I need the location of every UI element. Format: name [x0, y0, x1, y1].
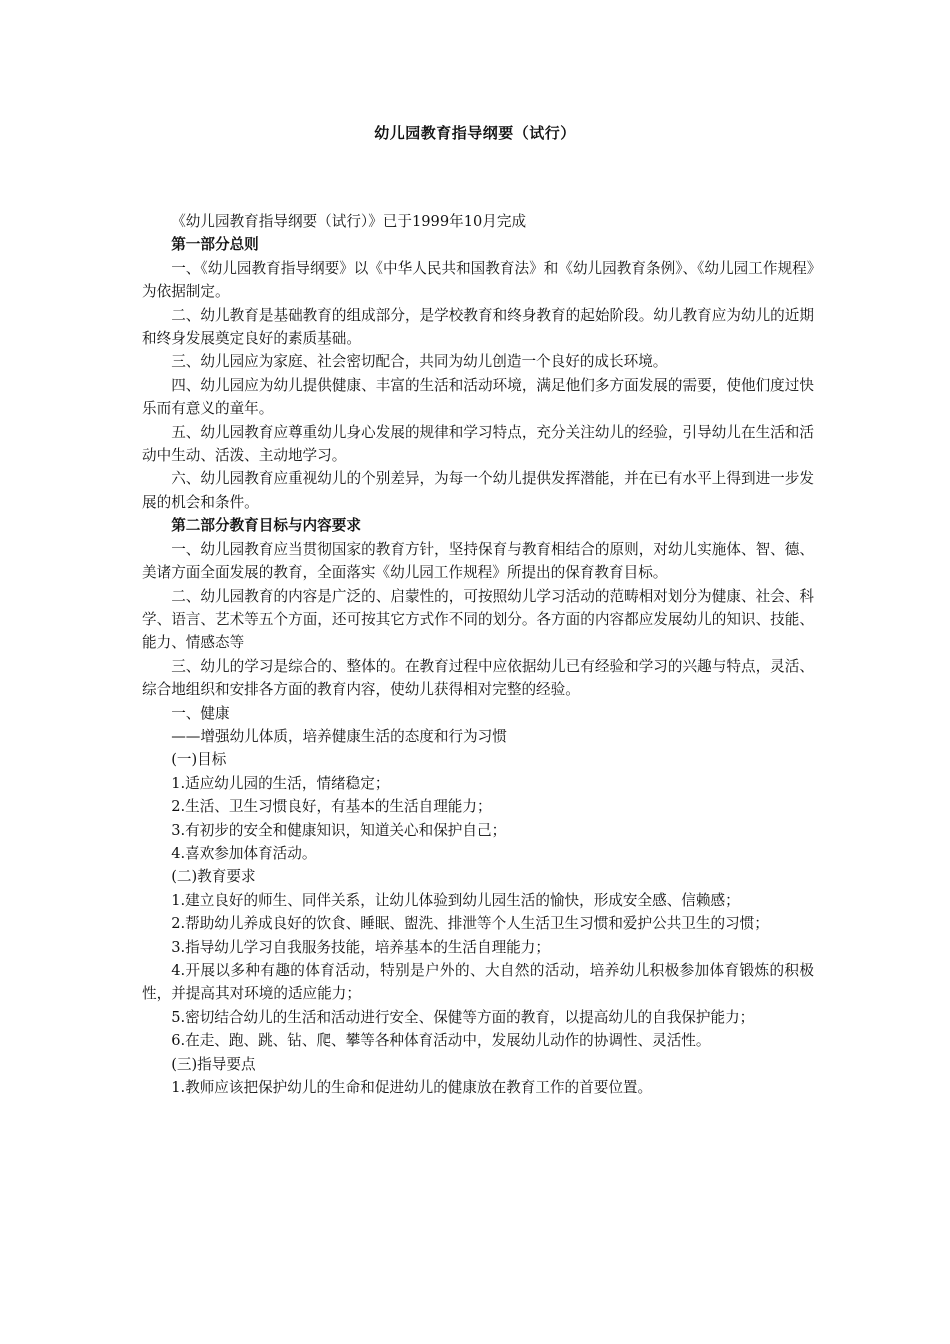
paragraph: (三)指导要点 [171, 1055, 256, 1073]
document-body [142, 210, 814, 1099]
paragraph: 三、幼儿园应为家庭、社会密切配合，共同为幼儿创造一个良好的成长环境。 [171, 353, 668, 371]
paragraph: 2.帮助幼儿养成良好的饮食、睡眠、盥洗、排泄等个人生活卫生习惯和爱护公共卫生的习惯； [171, 915, 769, 933]
section-heading: 第二部分教育目标与内容要求 [171, 517, 361, 535]
paragraph: 3.有初步的安全和健康知识，知道关心和保护自己； [171, 821, 507, 839]
paragraph: 4.开展以多种有趣的体育活动，特别是户外的、大自然的活动，培养幼儿积极参加体育锻炼的积极性，并提高其对环境的适应能力； [142, 962, 814, 1003]
paragraph: 5.密切结合幼儿的生活和活动进行安全、保健等方面的教育，以提高幼儿的自我保护能力； [171, 1008, 755, 1026]
paragraph: 2.生活、卫生习惯良好，有基本的生活自理能力； [171, 798, 492, 816]
paragraph: 四、幼儿园应为幼儿提供健康、丰富的生活和活动环境，满足他们多方面发展的需要，使他们度过快乐而有意义的童年。 [142, 376, 814, 418]
paragraph: (一)目标 [171, 751, 227, 769]
paragraph: 4.喜欢参加体育活动。 [171, 844, 317, 862]
paragraph: 一、幼儿园教育应当贯彻国家的教育方针，坚持保育与教育相结合的原则，对幼儿实施体、智、德、美诸方面全面发展的教育，全面落实《幼儿园工作规程》所提出的保育教育目标。 [142, 540, 814, 582]
paragraph: 一、健康 [171, 704, 230, 722]
document-title: 幼儿园教育指导纲要（试行） [374, 124, 576, 142]
paragraph: 6.在走、跑、跳、钻、爬、攀等各种体育活动中，发展幼儿动作的协调性、灵活性。 [171, 1032, 711, 1050]
paragraph: 1.教师应该把保护幼儿的生命和促进幼儿的健康放在教育工作的首要位置。 [171, 1079, 653, 1097]
paragraph: 三、幼儿的学习是综合的、整体的。在教育过程中应依据幼儿已有经验和学习的兴趣与特点，灵活、综合地组织和安排各方面的教育内容，使幼儿获得相对完整的经验。 [142, 657, 814, 699]
paragraph: 1.建立良好的师生、同伴关系，让幼儿体验到幼儿园生活的愉快，形成安全感、信赖感； [171, 891, 740, 909]
paragraph: 3.指导幼儿学习自我服务技能，培养基本的生活自理能力； [171, 938, 550, 956]
section-heading: 第一部分总则 [171, 236, 259, 254]
paragraph: 二、幼儿教育是基础教育的组成部分，是学校教育和终身教育的起始阶段。幼儿教育应为幼儿的近期和终身发展奠定良好的素质基础。 [142, 306, 814, 348]
paragraph: 一、《幼儿园教育指导纲要》以《中华人民共和国教育法》和《幼儿园教育条例》、《幼儿园工作规程》为依据制定。 [142, 259, 814, 301]
paragraph: (二)教育要求 [171, 868, 256, 886]
paragraph: 1.适应幼儿园的生活，情绪稳定； [171, 774, 390, 792]
paragraph: 二、幼儿园教育的内容是广泛的、启蒙性的，可按照幼儿学习活动的范畴相对划分为健康、社会、科学、语言、艺术等五个方面，还可按其它方式作不同的划分。各方面的内容都应发展幼儿的知识、技能、能力、情感态等 [142, 587, 814, 652]
paragraph: 五、幼儿园教育应尊重幼儿身心发展的规律和学习特点，充分关注幼儿的经验，引导幼儿在生活和活动中生动、活泼、主动地学习。 [142, 423, 814, 465]
paragraph: 《幼儿园教育指导纲要（试行）》已于1999年10月完成 [171, 213, 527, 230]
paragraph: 六、幼儿园教育应重视幼儿的个别差异，为每一个幼儿提供发挥潜能，并在已有水平上得到进一步发展的机会和条件。 [142, 470, 814, 511]
paragraph: ——增强幼儿体质，培养健康生活的态度和行为习惯 [171, 727, 507, 745]
